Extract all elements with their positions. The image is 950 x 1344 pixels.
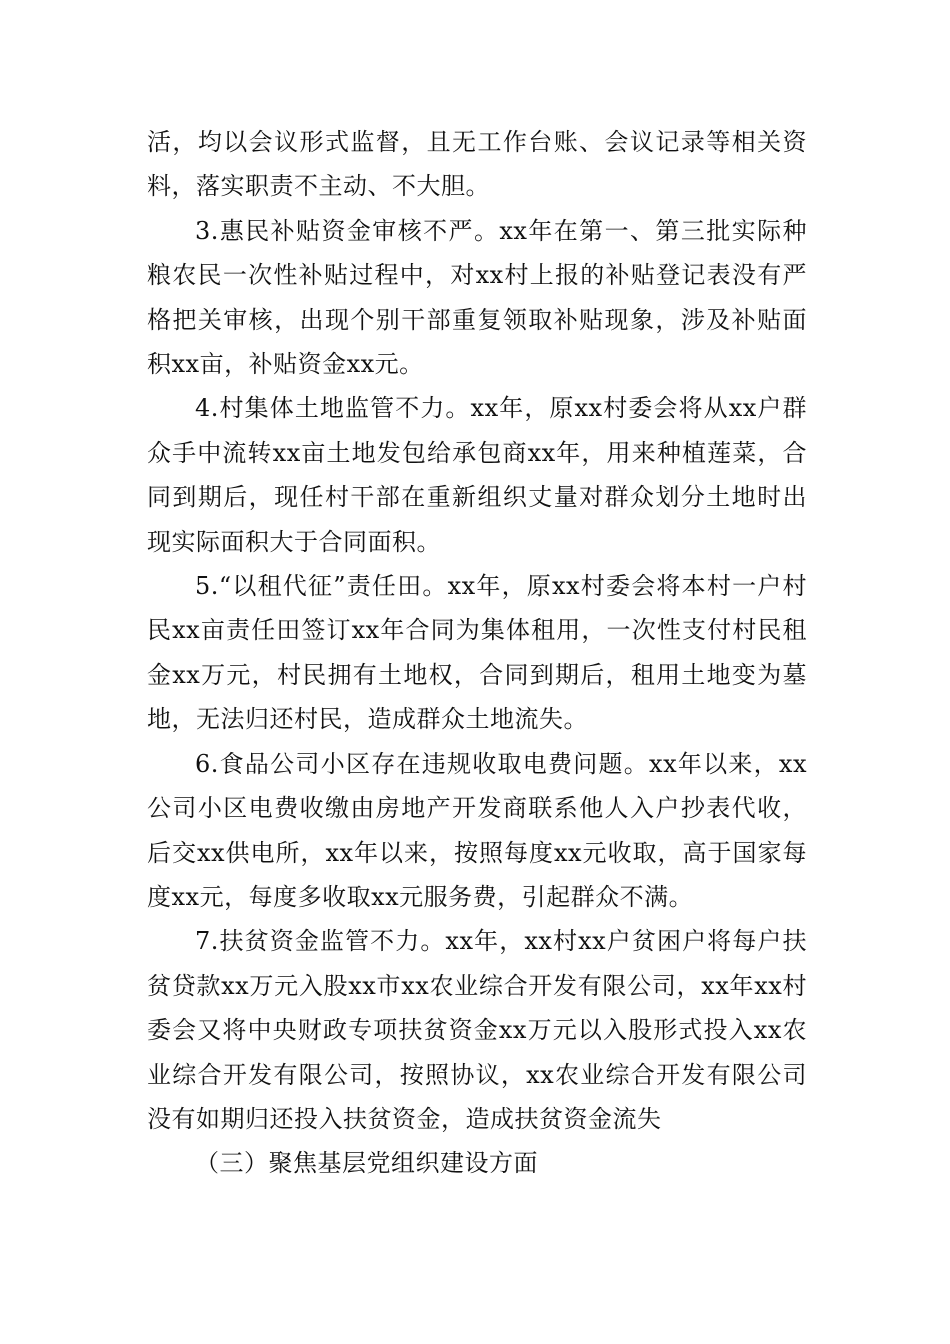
paragraph-item-3: 3.惠民补贴资金审核不严。xx年在第一、第三批实际种粮农民一次性补贴过程中，对xx村上报的补贴登记表没有严格把关审核，出现个别干部重复领取补贴现象，涉及补贴面积xx亩，补贴资金xx元。 — [147, 216, 807, 379]
paragraph-item-7: 7.扶贫资金监管不力。xx年，xx村xx户贫困户将每户扶贫贷款xx万元入股xx市xx农业综合开发有限公司，xx年xx村委会又将中央财政专项扶贫资金xx万元以入股形式投入xx农业综合开发有限公司，按照协议，xx农业综合开发有限公司没有如期归还投入扶贫资金，造成扶贫资金流失 — [147, 927, 807, 1133]
paragraph-item-6: 6.食品公司小区存在违规收取电费问题。xx年以来，xx公司小区电费收缴由房地产开发商联系他人入户抄表代收，后交xx供电所，xx年以来，按照每度xx元收取，高于国家每度xx元，每度多收取xx元服务费，引起群众不满。 — [147, 749, 807, 911]
document-body — [147, 120, 807, 1186]
section-heading: （三）聚焦基层党组织建设方面 — [195, 1149, 538, 1178]
paragraph-continuation: 活，均以会议形式监督，且无工作台账、会议记录等相关资料，落实职责不主动、不大胆。 — [147, 128, 807, 201]
paragraph-item-4: 4.村集体土地监管不力。xx年，原xx村委会将从xx户群众手中流转xx亩土地发包给承包商xx年，用来种植莲菜，合同到期后，现任村干部在重新组织丈量对群众划分土地时出现实际面积大于合同面积。 — [147, 394, 807, 556]
paragraph-item-5: 5.“以租代征”责任田。xx年，原xx村委会将本村一户村民xx亩责任田签订xx年合同为集体租用，一次性支付村民租金xx万元，村民拥有土地权，合同到期后，租用土地变为墓地，无法归还村民，造成群众土地流失。 — [147, 572, 807, 734]
